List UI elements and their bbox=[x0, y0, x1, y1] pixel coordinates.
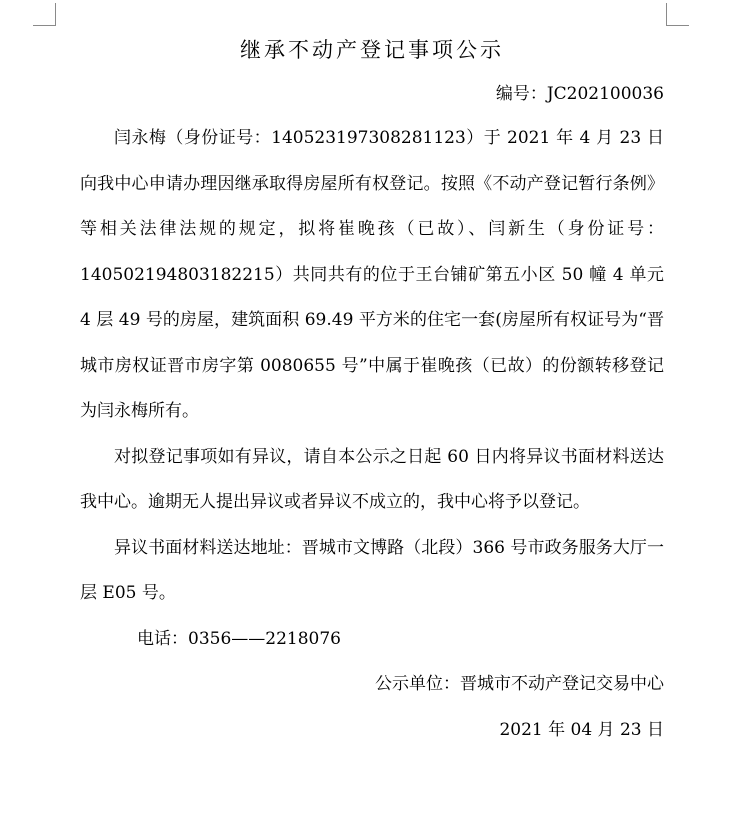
corner-margin-mark-right bbox=[666, 3, 689, 26]
issuer-line: 公示单位：晋城市不动产登记交易中心 bbox=[375, 674, 664, 694]
document-number: 编号：JC202100036 bbox=[495, 84, 664, 104]
paragraph-application: 闫永梅（身份证号：140523197308281123）于 2021 年 4 月 23 日向我中心申请办理因继承取得房屋所有权登记。按照《不动产登记暂行条例》等相关法律法规的规定，拟将崔晚孩（已故）、闫新生（身份证号：140502194803182215）共同共有的位于王台铺矿第五小区 50 幢 4 单元 4 层 49 号的房屋，建筑面积 69.49 平方米的住宅一套(房屋所有权证号为“晋城市房权证晋市房字第 0080655 号”中属于崔晚孩（已故）的份额转移登记为闫永梅所有。 bbox=[80, 128, 664, 421]
date-line: 2021 年 04 月 23 日 bbox=[499, 719, 664, 740]
corner-margin-mark-left bbox=[33, 3, 56, 26]
paragraph-address: 异议书面材料送达地址：晋城市文博路（北段）366 号市政务服务大厅一层 E05 号。 bbox=[80, 537, 664, 603]
page-title: 继承不动产登记事项公示 bbox=[240, 38, 504, 62]
paragraph-objection: 对拟登记事项如有异议，请自本公示之日起 60 日内将异议书面材料送达我中心。逾期无人提出异议或者异议不成立的，我中心将予以登记。 bbox=[80, 446, 664, 512]
document-page bbox=[80, 28, 664, 753]
phone-line: 电话：0356——2218076 bbox=[137, 628, 341, 649]
